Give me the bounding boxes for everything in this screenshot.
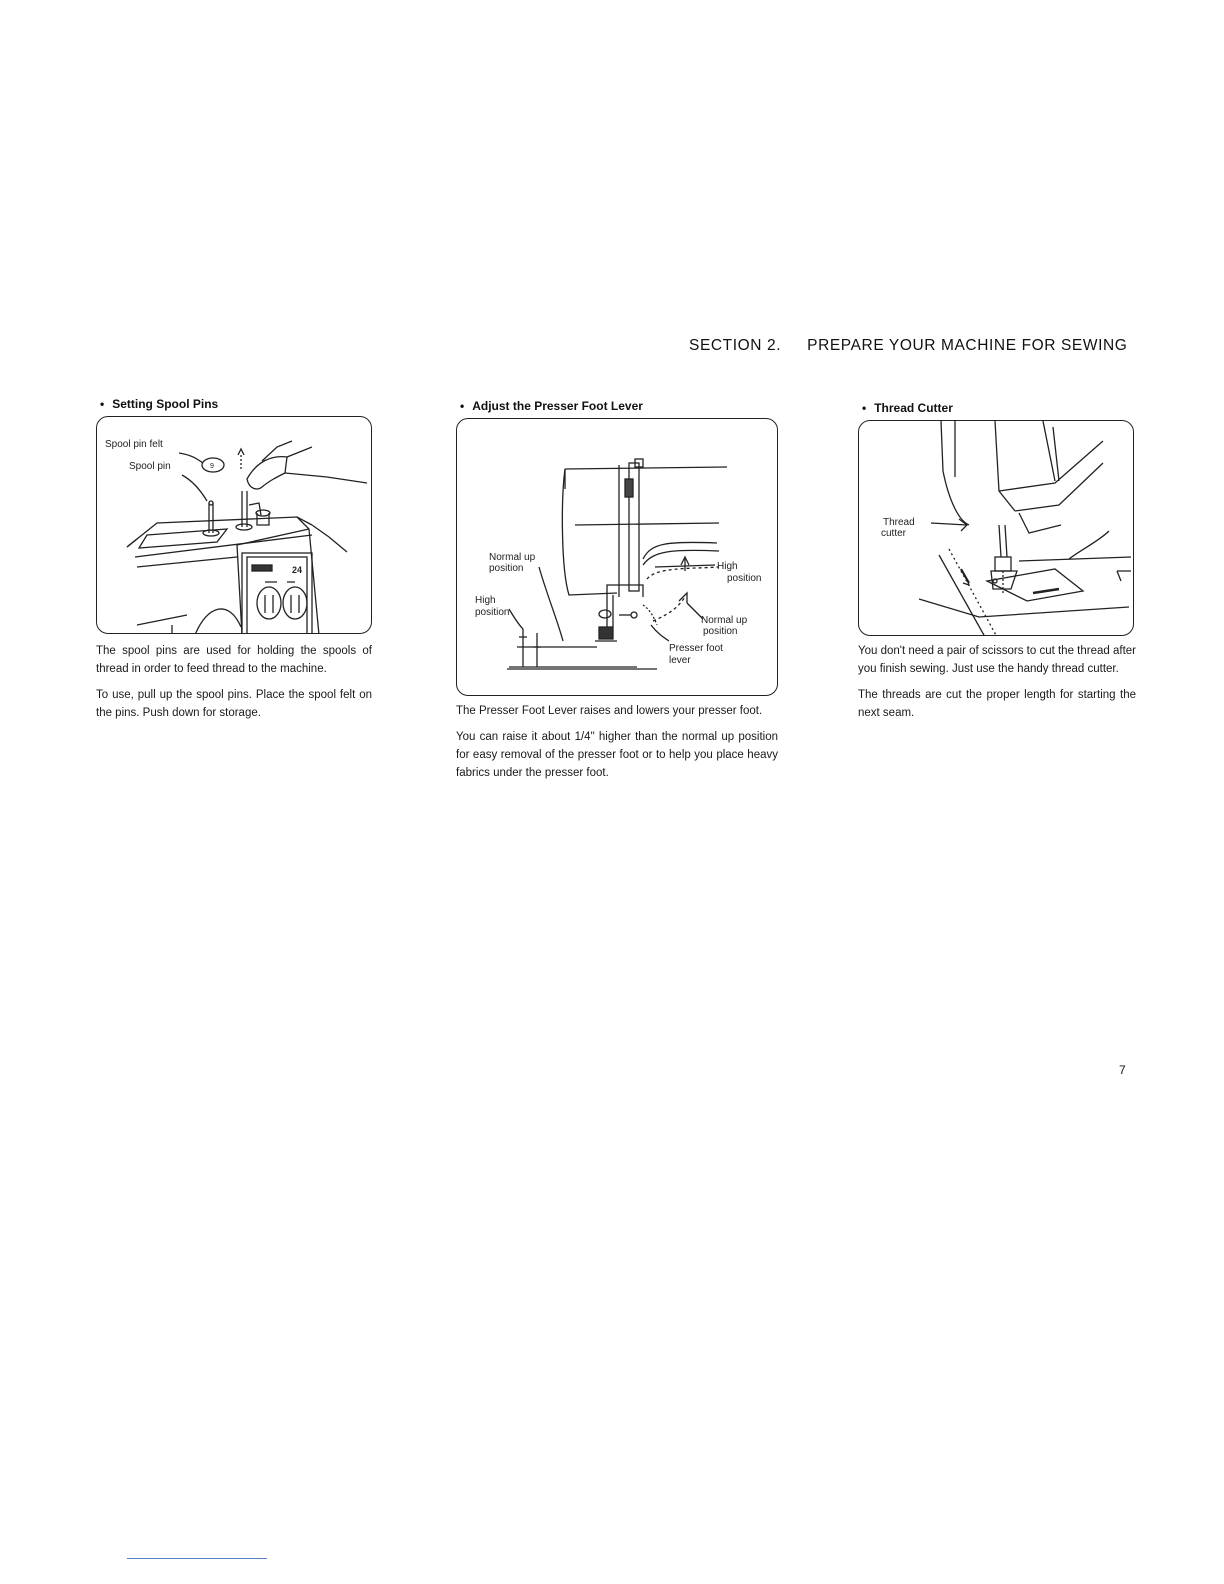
section-header — [689, 337, 1127, 355]
thread-cutter-drawing — [859, 421, 1134, 636]
thread-cutter-illustration — [858, 420, 1134, 636]
normal-up-position-label: position — [489, 563, 524, 574]
normal-up-right-position-label: position — [703, 626, 738, 637]
spool-pins-heading-text: Setting Spool Pins — [112, 397, 219, 411]
thread-cutter-column — [858, 400, 1136, 722]
high-right-position-label: position — [727, 573, 762, 584]
page-number: 7 — [1119, 1063, 1126, 1077]
bullet-icon: • — [460, 399, 465, 413]
thread-cutter-paragraph-1: You don't need a pair of scissors to cut the thread after you finish sewing. Just use the handy thread cutter. — [858, 645, 1136, 675]
spool-pins-heading — [96, 396, 372, 412]
presser-foot-paragraph-2: You can raise it about 1/4" higher than the normal up position for easy removal of the presser foot or to help you place heavy fabrics under the presser foot. — [456, 731, 778, 779]
normal-up-label: Normal up — [489, 552, 536, 563]
cutter-label: cutter — [881, 528, 907, 539]
bullet-icon: • — [100, 397, 105, 411]
thread-cutter-heading — [858, 400, 1136, 416]
presser-foot-heading-text: Adjust the Presser Foot Lever — [472, 399, 643, 413]
presser-foot-label: Presser foot — [669, 643, 723, 654]
section-number: SECTION 2. — [689, 337, 782, 354]
spool-pins-paragraph-1: The spool pins are used for holding the spools of thread in order to feed thread to the machine. — [96, 645, 372, 675]
thread-label: Thread — [883, 517, 915, 528]
high-label: High — [475, 595, 496, 606]
thread-cutter-heading-text: Thread Cutter — [874, 401, 953, 415]
thread-cutter-paragraph-2: The threads are cut the proper length for starting the next seam. — [858, 689, 1136, 719]
presser-foot-heading — [456, 398, 778, 414]
high-right-label: High — [717, 561, 738, 572]
bullet-icon: • — [862, 401, 867, 415]
spool-pins-paragraph-2: To use, pull up the spool pins. Place the spool felt on the pins. Push down for storage. — [96, 689, 372, 719]
presser-foot-column — [456, 398, 778, 782]
spool-pin-felt-label: Spool pin felt — [105, 439, 163, 450]
normal-up-right-label: Normal up — [701, 615, 748, 626]
presser-foot-drawing — [457, 419, 778, 696]
svg-text:24: 24 — [292, 565, 303, 575]
spool-pins-illustration — [96, 416, 372, 634]
lever-label: lever — [669, 655, 691, 666]
section-title: PREPARE YOUR MACHINE FOR SEWING — [807, 337, 1128, 354]
spool-pin-label: Spool pin — [129, 461, 171, 472]
presser-foot-illustration — [456, 418, 778, 696]
high-position-label: position — [475, 607, 510, 618]
svg-text:9: 9 — [210, 463, 214, 470]
spool-pins-drawing — [97, 417, 372, 634]
footer-divider — [127, 1558, 267, 1559]
spool-pins-column — [96, 396, 372, 722]
presser-foot-paragraph-1: The Presser Foot Lever raises and lowers your presser foot. — [456, 705, 763, 717]
